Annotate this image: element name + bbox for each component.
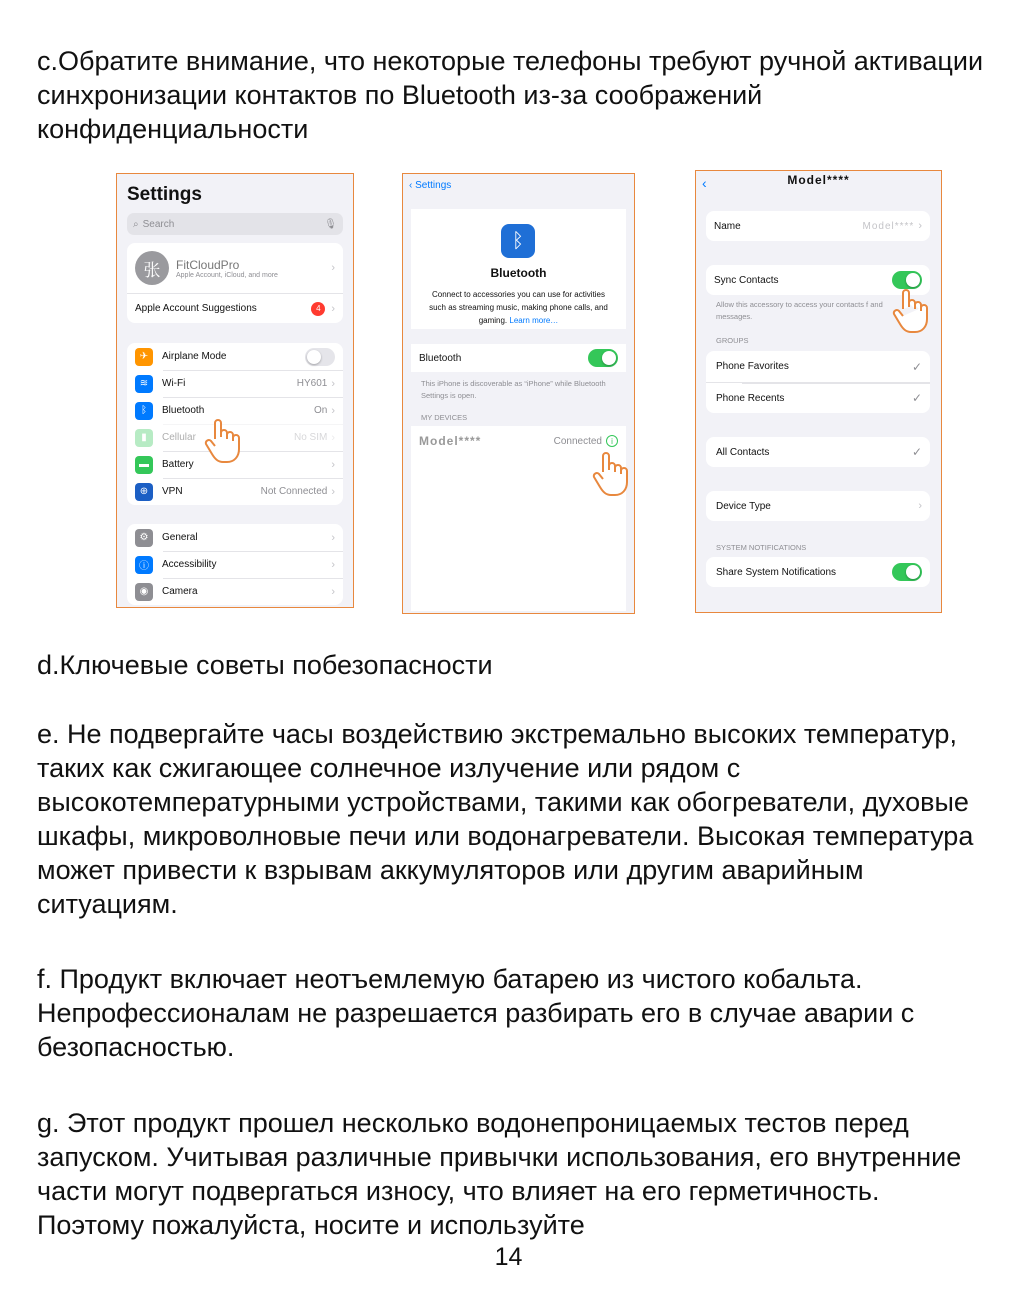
settings-row-airplane-mode[interactable] [127, 343, 343, 370]
chevron-right-icon: › [918, 500, 922, 512]
row-value: HY601 [296, 378, 328, 389]
settings-row-accessibility[interactable] [127, 551, 343, 578]
row-label: Battery [162, 459, 194, 470]
device-type-row[interactable] [706, 491, 930, 521]
bluetooth-icon: ᛒ [135, 402, 153, 420]
settings-title: Settings [127, 184, 202, 205]
all-contacts-label: All Contacts [716, 446, 770, 458]
row-label: General [162, 532, 198, 543]
device-title: Model**** [787, 173, 850, 187]
name-label: Name [714, 220, 741, 232]
name-card [706, 211, 930, 241]
notification-badge: 4 [311, 302, 325, 316]
sync-note: Allow this accessory to access your contacts f and messages. [716, 300, 883, 321]
vpn-icon: ⊕ [135, 483, 153, 501]
row-label: Bluetooth [162, 405, 205, 416]
bluetooth-screenshot [402, 173, 635, 614]
bluetooth-description [427, 288, 610, 327]
row-label: VPN [162, 486, 183, 497]
account-name: FitCloudPro [176, 257, 240, 272]
info-icon[interactable]: i [606, 435, 618, 447]
accessibility-icon: ⓘ [135, 556, 153, 574]
device-name: Model**** [419, 434, 482, 448]
name-value: Model**** [862, 220, 915, 232]
settings-row-general[interactable] [127, 524, 343, 551]
pointer-hand-icon [891, 287, 931, 335]
bluetooth-icon: ᛒ [501, 224, 535, 258]
row-value: No SIM [293, 432, 328, 443]
chevron-right-icon: › [331, 531, 335, 544]
all-contacts-row[interactable] [706, 437, 930, 467]
share-notifications-card [706, 557, 930, 587]
checkmark-icon: ✓ [911, 359, 922, 374]
settings-row-wi-fi[interactable] [127, 370, 343, 397]
row-label: Camera [162, 586, 198, 597]
airplane-mode-toggle[interactable] [305, 348, 335, 366]
account-row[interactable] [127, 243, 343, 293]
bluetooth-toggle[interactable] [588, 349, 618, 367]
back-label: Settings [415, 180, 452, 191]
chevron-right-icon: › [918, 220, 922, 232]
general-group [127, 524, 343, 605]
device-status: Connected [553, 435, 602, 447]
settings-row-vpn[interactable] [127, 478, 343, 505]
suggestions-label: Apple Account Suggestions [135, 303, 257, 314]
pointer-hand-icon [591, 450, 631, 498]
checkmark-icon: ✓ [911, 445, 922, 459]
search-icon: ⌕ [133, 218, 139, 230]
learn-more-link[interactable]: Learn more… [509, 316, 559, 325]
bluetooth-heading: Bluetooth [490, 266, 547, 280]
chevron-right-icon: › [331, 458, 335, 471]
phone-recents-row[interactable] [706, 382, 930, 413]
sync-label: Sync Contacts [714, 274, 779, 286]
row-value: Not Connected [260, 486, 328, 497]
row-label: Cellular [162, 432, 196, 443]
groups-card [706, 351, 930, 413]
battery-icon: ▬ [135, 456, 153, 474]
all-contacts-card [706, 437, 930, 467]
account-suggestions-row[interactable] [127, 293, 343, 323]
search-placeholder: Search [142, 218, 175, 230]
chevron-left-icon: ‹ [409, 180, 413, 191]
bluetooth-info-card [411, 209, 626, 329]
airplane-icon: ✈ [135, 348, 153, 366]
share-label: Share System Notifications [716, 566, 837, 578]
description-text: Connect to accessories you can use for activities such as streaming music, making phone calls, and gaming. [429, 290, 608, 325]
wifi-icon: ≋ [135, 375, 153, 393]
chevron-right-icon: › [331, 377, 335, 390]
bluetooth-toggle-row [411, 344, 626, 372]
pointer-hand-icon [203, 417, 243, 465]
chevron-right-icon: › [331, 404, 335, 417]
system-notifications-header: SYSTEM NOTIFICATIONS [716, 543, 807, 552]
row-label: Airplane Mode [162, 351, 227, 362]
checkmark-icon: ✓ [911, 391, 922, 405]
toggle-label: Bluetooth [419, 352, 462, 364]
device-type-label: Device Type [716, 500, 771, 512]
chevron-right-icon: › [331, 302, 335, 315]
chevron-right-icon: › [331, 485, 335, 498]
section-g-paragraph: g. Этот продукт прошел несколько водонепроницаемых тестов перед запуском. Учитывая различные привычки использования, его внутренние части могут подвергаться износу, что влияет на его герметичность. Поэтому пожалуйста, носите и используйте [37, 1108, 962, 1240]
name-row[interactable] [706, 211, 930, 241]
camera-icon: ◉ [135, 583, 153, 601]
page-number: 14 [494, 1243, 523, 1271]
back-button[interactable] [409, 180, 451, 191]
gear-icon: ⚙ [135, 529, 153, 547]
chevron-right-icon: › [331, 585, 335, 598]
settings-row-camera[interactable] [127, 578, 343, 605]
account-card [127, 243, 343, 323]
account-subtitle: Apple Account, iCloud, and more [176, 271, 278, 279]
avatar: 张 [135, 251, 169, 285]
back-chevron-icon[interactable]: ‹ [702, 175, 707, 191]
chevron-right-icon: › [331, 262, 335, 274]
intro-paragraph: c.Обратите внимание, что некоторые телефоны требуют ручной активации синхронизации контактов по Bluetooth из-за соображений конфиденциальности [37, 46, 984, 144]
row-value: On [313, 405, 328, 416]
row-label: Accessibility [162, 559, 217, 570]
section-f-paragraph: f. Продукт включает неотъемлемую батарею из чистого кобальта. Непрофессионалам не разрешается разбирать его в случае аварии с безопасностью. [37, 964, 915, 1062]
settings-screenshot [116, 173, 354, 608]
discoverable-note: This iPhone is discoverable as “iPhone” while Bluetooth Settings is open. [421, 379, 606, 400]
section-d-heading: d.Ключевые советы побезопасности [37, 650, 493, 680]
my-devices-header: MY DEVICES [421, 413, 468, 422]
microphone-icon: 🎙 [324, 218, 337, 230]
search-input[interactable] [127, 213, 343, 235]
favorites-label: Phone Favorites [716, 361, 789, 372]
phone-favorites-row[interactable] [706, 351, 930, 382]
cellular-icon: ▮ [135, 429, 153, 447]
recents-label: Phone Recents [716, 392, 785, 404]
device-type-card [706, 491, 930, 521]
groups-header: GROUPS [716, 336, 749, 345]
row-label: Wi-Fi [162, 378, 186, 389]
device-detail-screenshot [695, 170, 942, 613]
chevron-right-icon: › [331, 558, 335, 571]
section-e-paragraph: e. Не подвергайте часы воздействию экстремально высоких температур, таких как сжигающее солнечное излучение или рядом с высокотемпературными устройствами, такими как обогреватели, духовые шкафы, микроволновые печи или водонагреватели. Высокая температура может привести к взрывам аккумуляторов или другим аварийным ситуациям. [37, 719, 974, 919]
share-notifications-toggle[interactable] [892, 563, 922, 581]
chevron-right-icon: › [331, 431, 335, 444]
